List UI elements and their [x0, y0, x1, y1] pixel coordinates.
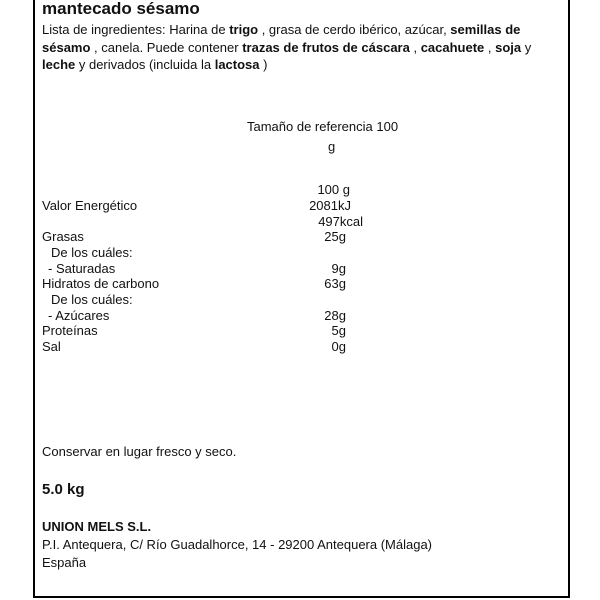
- net-weight: 5.0 kg: [42, 481, 85, 498]
- column-header: 100 g: [317, 182, 350, 197]
- company-country: España: [42, 555, 87, 570]
- sugars-label: - Azúcares: [48, 308, 110, 323]
- protein-label: Proteínas: [42, 323, 98, 338]
- protein-value: 5g: [331, 323, 346, 338]
- ingredients-text: , canela. Puede contener: [90, 39, 243, 55]
- storage-instructions: Conservar en lugar fresco y seco.: [42, 444, 237, 459]
- allergen-leche: leche: [42, 57, 76, 72]
- ingredients-text: ,: [484, 39, 496, 55]
- ingredients-list: [42, 21, 562, 74]
- reference-size: [247, 117, 417, 157]
- fat-sub-header: De los cuáles:: [51, 245, 133, 260]
- carbs-sub-header: De los cuáles:: [51, 292, 133, 307]
- ingredients-text: ): [259, 57, 268, 72]
- energy-kj-value: 2081kJ: [309, 198, 351, 213]
- fat-label: Grasas: [42, 229, 84, 244]
- energy-label: Valor Energético: [42, 198, 138, 213]
- ingredients-text: , grasa de cerdo ibérico, azúcar,: [258, 22, 451, 37]
- salt-value: 0g: [331, 339, 346, 354]
- allergen-sesamo: semillas de sésamo: [42, 22, 521, 55]
- allergen-trigo: trigo: [229, 22, 259, 37]
- reference-size-line2: g: [328, 139, 336, 154]
- ingredients-text: y derivados (incluida la: [75, 57, 215, 72]
- saturated-value: 9g: [331, 261, 346, 276]
- salt-label: Sal: [42, 339, 61, 354]
- company-name: UNION MELS S.L.: [42, 519, 152, 534]
- ingredients-text: y: [521, 39, 532, 55]
- sugars-value: 28g: [324, 308, 346, 323]
- fat-value: 25g: [324, 229, 346, 244]
- saturated-label: - Saturadas: [48, 261, 116, 276]
- ingredients-text: ,: [409, 39, 421, 55]
- ingredients-text: Lista de ingredientes: Harina de: [42, 22, 230, 37]
- energy-kcal-value: 497kcal: [318, 214, 363, 229]
- carbs-value: 63g: [324, 276, 346, 291]
- allergen-lactosa: lactosa: [214, 57, 260, 72]
- carbs-label: Hidratos de carbono: [42, 276, 160, 291]
- allergen-soja: soja: [495, 39, 522, 55]
- product-title: mantecado sésamo: [42, 0, 200, 18]
- reference-size-line1: Tamaño de referencia 100: [247, 119, 399, 134]
- allergen-frutos-cascara: trazas de frutos de cáscara: [242, 39, 410, 55]
- allergen-cacahuete: cacahuete: [420, 39, 485, 55]
- company-address: P.I. Antequera, C/ Río Guadalhorce, 14 - 29200 Antequera (Málaga): [42, 537, 433, 552]
